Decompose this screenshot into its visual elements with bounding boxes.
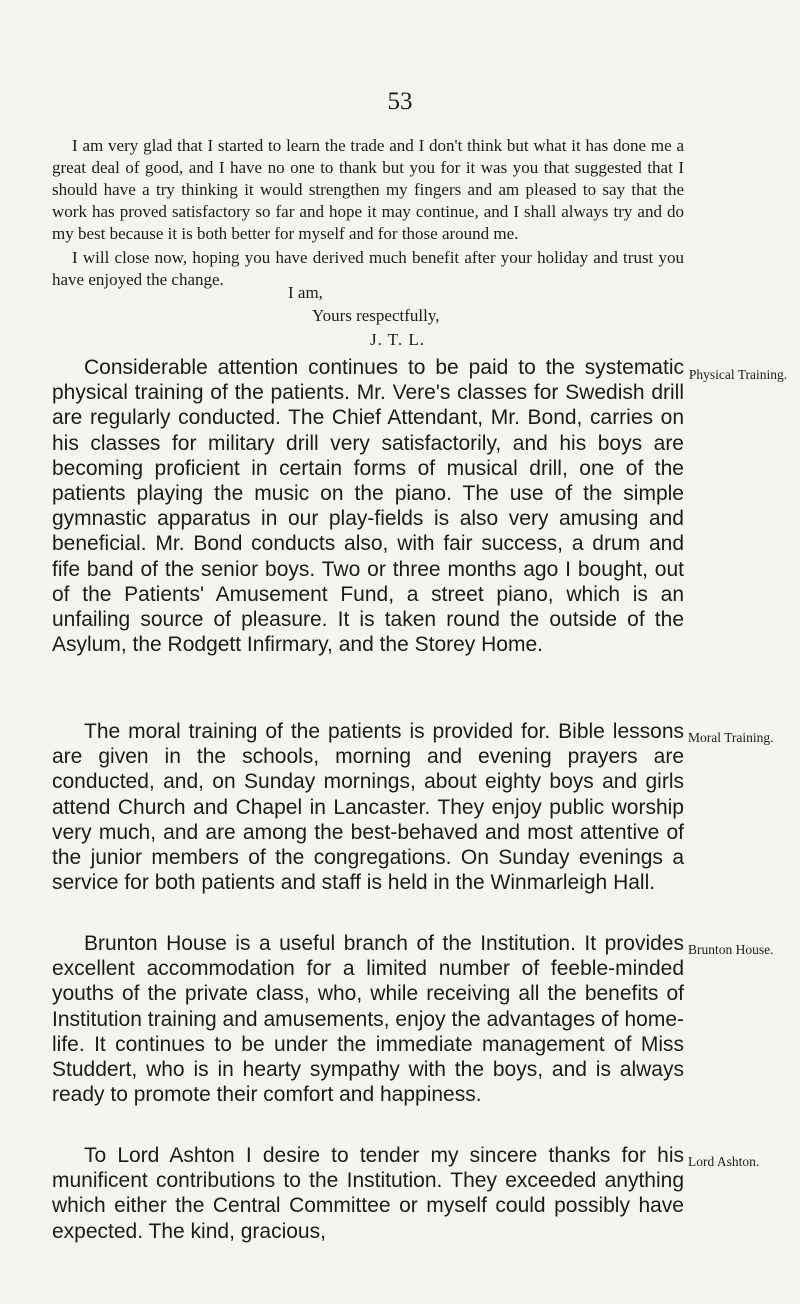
physical-training-paragraph: Considerable attention continues to be paid to the systematic physical training of the patients. Mr. Vere's classes for Swedish drill are regularly conducted. The Chief Attendant, Mr. Bond, carries on his classes for military drill very satisfactorily, and his boys are becoming proficient in certain forms of musical drill, one of the patients playing the music on the piano. The use of the simple gymnastic apparatus in our play-fields is also very amusing and beneficial. Mr. Bond conducts also, with fair success, a drum and fife band of the senior boys. Two or three months ago I bought, out of the Patients' Amusement Fund, a street piano, which is an unfailing source of pleasure. It is taken round the outside of the Asylum, the Rodgett Infirmary, and the Storey Home. [52,356,684,657]
letter-salutation: Yours respectfully, [312,306,440,325]
letter-closing: I am, [288,283,323,302]
page-number: 53 [387,88,413,115]
letter-excerpt [52,135,684,291]
letter-paragraph: I am very glad that I started to learn the trade and I don't think but what it has done me a great deal of good, and I have no one to thank but you for it was you that suggested that I should have a try thinking it would strengthen my fingers and am pleased to say that the work has proved satisfactory so far and hope it may continue, and I shall always try and do my best because it is both better for myself and for those around me. [52,136,684,243]
letter-paragraph: I will close now, hoping you have derived much benefit after your holiday and trust you have enjoyed the change. [52,248,684,289]
letter-signature: J. T. L. [370,330,426,349]
brunton-house-paragraph: Brunton House is a useful branch of the Institution. It provides excellent accommodation for a limited number of feeble-minded youths of the private class, who, while receiving all the benefits of Institution training and amusements, enjoy the advantages of home-life. It continues to be under the immediate management of Miss Studdert, who is in hearty sympathy with the boys, and is always ready to promote their comfort and happiness. [52,932,684,1107]
margin-note-brunton-house: Brunton House. [688,942,774,957]
margin-note-moral-training: Moral Training. [688,730,774,745]
moral-training-paragraph: The moral training of the patients is provided for. Bible lessons are given in the schools, morning and evening prayers are conducted, and, on Sunday mornings, about eighty boys and girls attend Church and Chapel in Lancaster. They enjoy public worship very much, and are among the best-behaved and most attentive of the junior members of the congregations. On Sunday evenings a service for both patients and staff is held in the Winmarleigh Hall. [52,720,684,895]
margin-note-lord-ashton: Lord Ashton. [688,1154,760,1169]
margin-note-physical-training: Physical Training. [688,367,788,382]
lord-ashton-paragraph: To Lord Ashton I desire to tender my sincere thanks for his munificent contributions to the Institution. They exceeded anything which either the Central Committee or myself could possibly have expected. The kind, gracious, [52,1144,684,1243]
